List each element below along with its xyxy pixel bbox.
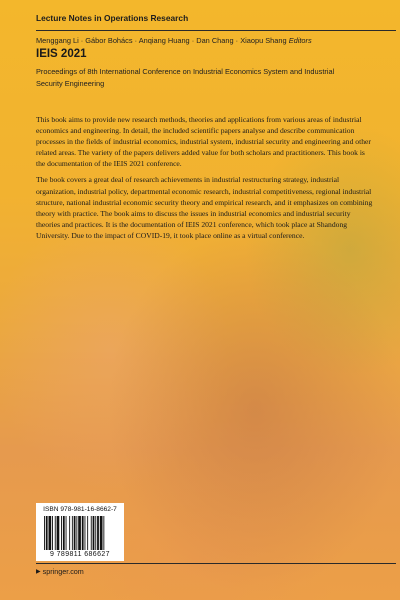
editors-line: [36, 36, 312, 45]
barcode-box: [36, 503, 124, 561]
book-subtitle: Proceedings of 8th International Conference on Industrial Economics System and Industrial Security Engineering: [36, 67, 335, 88]
barcode-digits: 9 789811 686627: [50, 551, 110, 558]
abstract: [36, 114, 376, 246]
barcode-bars: [44, 516, 116, 550]
abstract-paragraph-2: The book covers a great deal of research achievements in industrial restructuring strategy, industrial organization, industrial policy, departmental economic research, industrial competitiveness, regional industrial structure, national industrial economic security theory and empirical research, and it emphasizes on combining theory with practice. The book aims to discuss the issues in industrial economics and industrial security theories and practices. It is the documentation of IEIS 2021 conference, which took place at Shandong University. Due to the impact of COVID-19, it took place online as a virtual conference.: [36, 175, 373, 240]
bottom-divider: [36, 563, 396, 564]
right-arrow-icon: ▶: [36, 569, 41, 575]
publisher-website[interactable]: [36, 567, 84, 576]
editor-names: Menggang Li · Gábor Bohács · Anqiang Huang · Dan Chang · Xiaopu Shang: [36, 36, 287, 45]
abstract-paragraph-1: This book aims to provide new research methods, theories and applications from various areas of industrial economics and engineering. In detail, the included scientific papers analyse and describe communication processes in the fields of industrial economics, industrial system, industrial security and engineering and other related areas. The variety of the papers delivers added value for both scholars and practitioners. This book is the documentation of the IEIS 2021 conference.: [36, 115, 371, 169]
top-divider: [36, 30, 396, 31]
isbn-label: ISBN 978-981-16-8662-7: [43, 506, 117, 513]
series-title: Lecture Notes in Operations Research: [36, 13, 189, 23]
book-title: IEIS 2021: [36, 48, 87, 60]
website-text: springer.com: [42, 567, 84, 576]
editors-suffix: Editors: [288, 36, 312, 45]
